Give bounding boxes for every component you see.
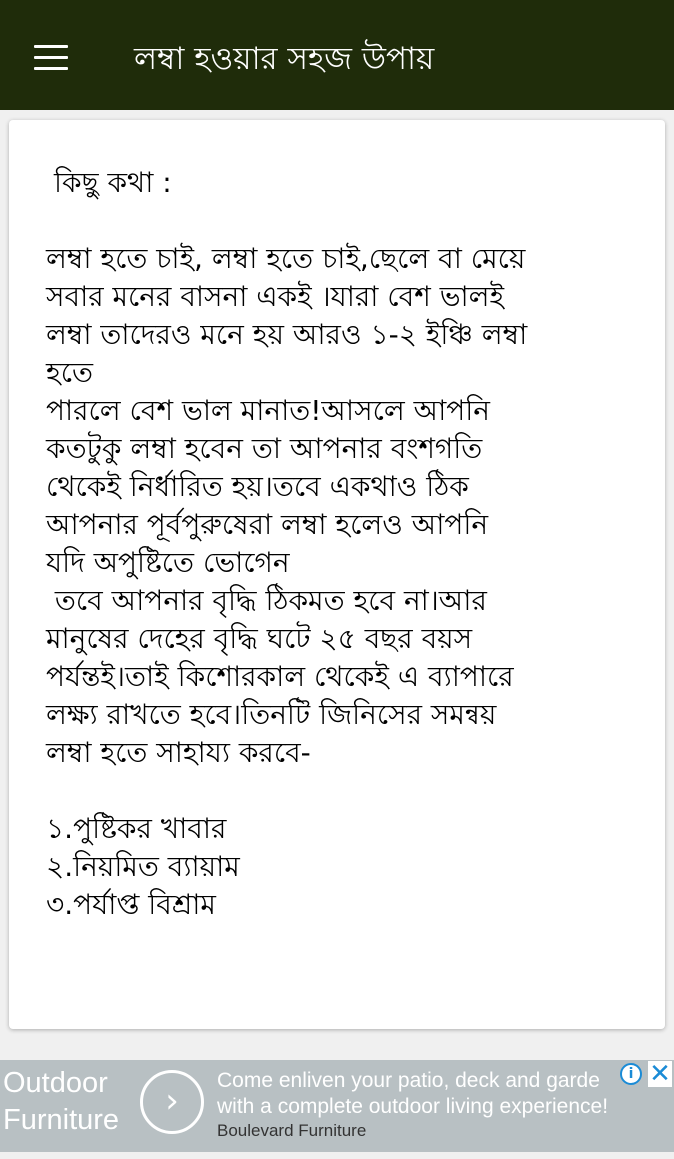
- article-heading: কিছু কথা :: [54, 166, 172, 199]
- ad-banner[interactable]: [0, 1060, 674, 1152]
- info-icon[interactable]: i: [620, 1063, 642, 1085]
- list-item: ১.পুষ্টিকর খাবার: [46, 812, 227, 845]
- close-icon[interactable]: ✕: [649, 1059, 671, 1089]
- list-item: ৩.পর্যাপ্ত বিশ্রাম: [46, 888, 216, 921]
- page-title: লম্বা হওয়ার সহজ উপায়: [134, 41, 435, 77]
- ad-copy[interactable]: [217, 1068, 647, 1142]
- article-paragraph: লম্বা হতে চাই, লম্বা হতে চাই,ছেলে বা মেয়ে সবার মনের বাসনা একই ।যারা বেশ ভালই লম্বা তাদেরও মনে হয় আরও ১-২ ইঞ্চি লম্বা হতে পারলে বেশ ভাল মানাত!আসলে আপনি কতটুকু লম্বা হবেন তা আপনার বংশগতি থেকেই নির্ধারিত হয়।তবে একথাও ঠিক আপনার পূর্বপুরুষেরা লম্বা হলেও আপনি যদি অপুষ্টিতে ভোগেন তবে আপনার বৃদ্ধি ঠিকমত হবে না।আর মানুষের দেহের বৃদ্ধি ঘটে ২৫ বছর বয়স পর্যন্তই।তাই কিশোরকাল থেকেই এ ব্যাপারে লক্ষ্য রাখতে হবে।তিনটি জিনিসের সমন্বয় লম্বা হতে সাহায্য করবে-: [46, 242, 528, 769]
- article-card: [9, 120, 665, 1029]
- ad-description: with a complete outdoor living experience!: [217, 1095, 609, 1118]
- app-bar: [0, 0, 674, 110]
- hamburger-menu-icon[interactable]: [24, 38, 78, 78]
- chevron-right-icon[interactable]: ›: [140, 1070, 204, 1134]
- article-content: [46, 164, 646, 924]
- ad-brand-logo[interactable]: Outdoor Furniture: [3, 1067, 120, 1136]
- list-item: ২.নিয়মিত ব্যায়াম: [46, 850, 240, 883]
- ad-headline: Come enliven your patio, deck and garde: [217, 1069, 600, 1092]
- ad-advertiser: Boulevard Furniture: [217, 1121, 367, 1140]
